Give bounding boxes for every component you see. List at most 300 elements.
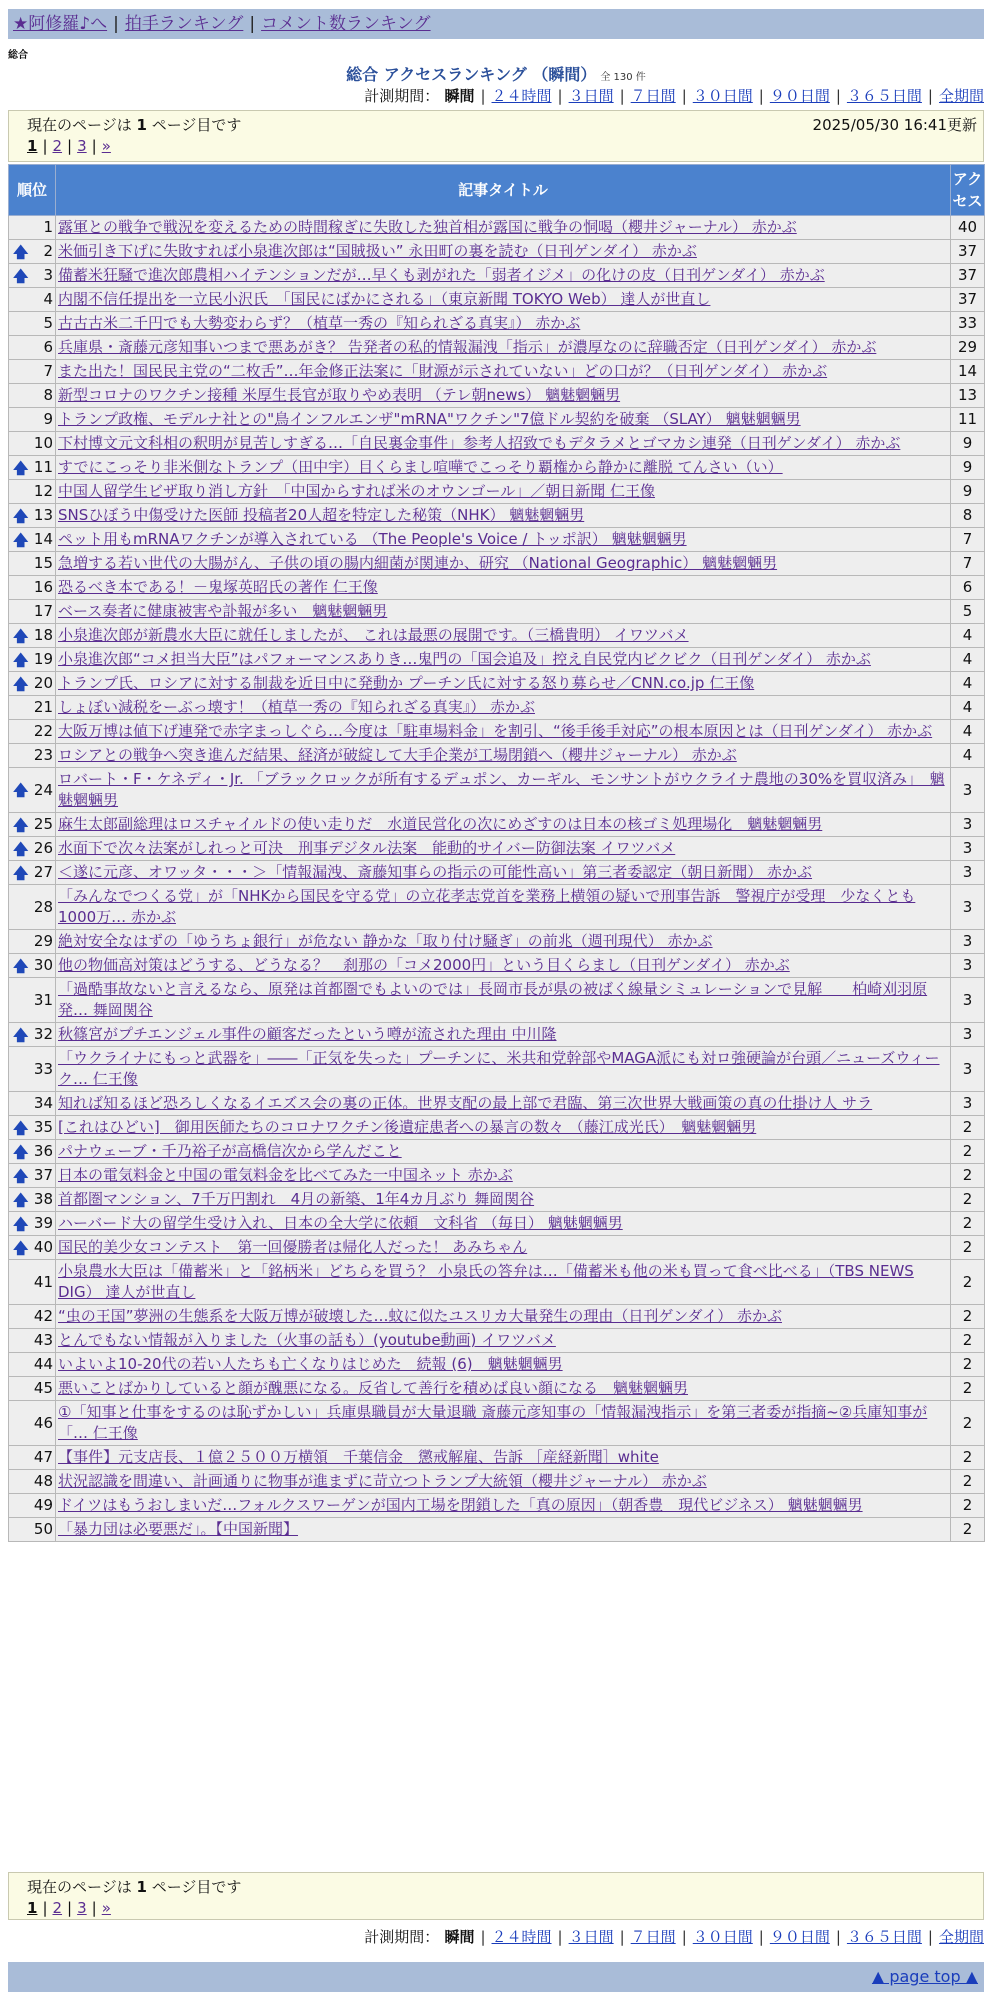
article-title-link[interactable]: とんでもない情報が入りました（火事の話も）(youtube動画) イワツバメ [58,1331,556,1349]
article-title-link[interactable]: 露軍との戦争で戦況を変えるための時間稼ぎに失敗した独首相が露国に戦争の恫喝（櫻井ジャーナル） 赤かぶ [58,218,797,236]
title-cell [56,360,951,384]
rank-cell [9,1446,56,1470]
table-row [9,1377,985,1401]
rank-up-arrow-icon: 🡅 [13,781,29,799]
table-row [9,930,985,954]
rank-up-arrow-icon: 🡅 [13,1025,29,1044]
article-title-link[interactable]: 知れば知るほど恐ろしくなるイエズス会の裏の正体。世界支配の最上部で君臨、第三次世界大戦画策の真の仕掛け人 サラ [58,1094,873,1112]
access-count-cell: 2 [951,1260,985,1305]
nav-separator: | [249,14,256,34]
page-info-bottom [8,1872,984,1920]
article-title-link[interactable]: ①「知事と仕事をするのは恥ずかしい」兵庫県職員が大量退職 斎藤元彦知事の「情報漏洩指示」を第三者委が指摘~②兵庫知事が「… 仁王像 [58,1403,928,1442]
rank-up-arrow-icon: 🡅 [13,458,29,477]
rank-up-arrow-icon: 🡅 [13,1142,29,1161]
article-title-link[interactable]: 急増する若い世代の大腸がん、子供の頃の腸内細菌が関連か、研究 （National Geographic） 魑魅魍魎男 [58,554,778,572]
title-cell [56,837,951,861]
article-title-link[interactable]: ロバート・F・ケネディ・Jr. 「ブラックロックが所有するデュポン、カーギル、モンサントがウクライナ農地の30%を買収済み」 魑魅魍魎男 [58,770,945,809]
rank-up-arrow-icon: 🡅 [13,815,29,834]
rank-number: 19 [33,650,53,668]
rank-number: 16 [33,578,53,596]
rank-number: 10 [33,434,53,452]
table-row [9,504,985,528]
access-count-cell: 14 [951,360,985,384]
rank-number: 3 [43,266,53,284]
rank-number: 34 [33,1094,53,1112]
rank-cell [9,954,56,978]
rank-number: 7 [43,362,53,380]
rank-cell [9,528,56,552]
article-title-link[interactable]: 中国人留学生ビザ取り消し方針 「中国からすれば米のオウンゴール」／朝日新聞 仁王像 [58,482,655,500]
table-row [9,648,985,672]
title-cell [56,480,951,504]
rank-cell [9,1092,56,1116]
article-title-link[interactable]: 兵庫県・斎藤元彦知事いつまで悪あがき？ 告発者の私的情報漏洩「指示」が濃厚なのに辞職否定（日刊ゲンダイ） 赤かぶ [58,338,877,356]
title-cell [56,336,951,360]
title-cell [56,768,951,813]
access-count-cell: 33 [951,312,985,336]
article-title-link[interactable]: 日本の電気料金と中国の電気料金を比べてみた一中国ネット 赤かぶ [58,1166,513,1184]
rank-cell [9,1164,56,1188]
pager-separator: | [42,1899,48,1917]
article-title-link[interactable]: 首都圏マンション、7千万円割れ 4月の新築、1年4カ月ぶり 舞岡関谷 [58,1190,535,1208]
rank-up-arrow-icon: 🡅 [13,626,29,645]
article-title-link[interactable]: 古古古米二千円でも大勢変わらず？（植草一秀の『知られざる真実』） 赤かぶ [58,314,581,332]
title-cell [56,1401,951,1446]
table-row [9,1329,985,1353]
pager-page-link[interactable]: 3 [77,1899,87,1917]
rank-number: 22 [33,722,53,740]
table-row [9,1236,985,1260]
rank-cell [9,930,56,954]
article-title-link[interactable]: いよいよ10-20代の若い人たちも亡くなりはじめた 続報 (6) 魑魅魍魎男 [58,1355,563,1373]
period-current: 瞬間 [439,87,475,105]
rank-cell [9,576,56,600]
access-count-cell: 9 [951,432,985,456]
title-cell [56,1260,951,1305]
period-link-6[interactable]: ３６５日間 [846,1928,922,1946]
page-top-link[interactable]: ▲ page top ▲ [871,1967,978,1986]
access-count-cell: 2 [951,1212,985,1236]
article-title-link[interactable]: 国民的美少女コンテスト 第一回優勝者は帰化人だった！ あみちゃん [58,1238,528,1256]
period-separator: | [557,1928,563,1946]
ranking-table-body [9,216,985,1542]
rank-up-arrow-icon: 🡅 [13,839,29,858]
period-link-3[interactable]: ７日間 [630,87,676,105]
article-title-link[interactable]: 状況認識を間違い、計画通りに物事が進まずに苛立つトランプ大統領（櫻井ジャーナル） 赤かぶ [58,1472,707,1490]
period-link-4[interactable]: ３０日間 [692,87,753,105]
title-cell [56,978,951,1023]
rank-up-arrow-icon: 🡅 [13,242,29,261]
title-cell [56,720,951,744]
rank-cell [9,288,56,312]
rank-cell [9,1494,56,1518]
period-link-6[interactable]: ３６５日間 [846,87,922,105]
rank-up-arrow-icon: 🡅 [13,1238,29,1257]
rank-up-arrow-icon: 🡅 [13,956,29,975]
rank-cell [9,837,56,861]
article-title-link[interactable]: 麻生太郎副総理はロスチャイルドの使い走りだ 水道民営化の次にめざすのは日本の核ゴミ処理場化 魑魅魍魎男 [58,815,823,833]
period-separator: | [480,1928,486,1946]
table-row [9,384,985,408]
article-title-link[interactable]: 備蓄米狂騒で進次郎農相ハイテンションだが…早くも剥がれた「弱者イジメ」の化けの皮（日刊ゲンダイ） 赤かぶ [58,266,825,284]
rank-number: 23 [33,746,53,764]
table-row [9,288,985,312]
article-title-link[interactable]: トランプ氏、ロシアに対する制裁を近日中に発動か プーチン氏に対する怒り募らせ／CNN.co.jp 仁王像 [58,674,755,692]
table-row [9,1212,985,1236]
rank-cell [9,1377,56,1401]
pager-bottom [27,1899,111,1917]
period-separator: | [927,1928,933,1946]
article-title-link[interactable]: “虫の王国”夢洲の生態系を大阪万博が破壊した…蚊に似たユスリカ大量発生の理由（日刊ゲンダイ） 赤かぶ [58,1307,782,1325]
pager-page-link[interactable]: 3 [77,137,87,155]
rank-number: 12 [33,482,53,500]
rank-cell [9,1329,56,1353]
title-cell [56,861,951,885]
access-count-cell: 3 [951,1047,985,1092]
article-title-link[interactable]: 米価引き下げに失敗すれば小泉進次郎は“国賊扱い” 永田町の裏を読む（日刊ゲンダイ） 赤かぶ [58,242,697,260]
access-count-cell: 3 [951,954,985,978]
access-count-cell: 2 [951,1353,985,1377]
rank-cell [9,1401,56,1446]
rank-number: 27 [33,863,53,881]
rank-cell [9,1116,56,1140]
rank-cell [9,1023,56,1047]
table-row [9,1092,985,1116]
rank-cell [9,744,56,768]
period-separator: | [758,1928,764,1946]
period-current: 瞬間 [439,1928,475,1946]
access-count-cell: 3 [951,861,985,885]
table-row [9,600,985,624]
article-title-link[interactable]: 「みんなでつくる党」が「NHKから国民を守る党」の立花孝志党首を業務上横領の疑いで刑事告訴 警視庁が受理 少なくとも1000万… 赤かぶ [58,887,916,926]
rank-number: 41 [33,1272,53,1291]
rank-cell [9,432,56,456]
period-separator: | [758,87,764,105]
article-title-link[interactable]: 小泉進次郎“コメ担当大臣”はパフォーマンスありき…鬼門の「国会追及」控え自民党内ビクビク（日刊ゲンダイ） 赤かぶ [58,650,871,668]
home-link[interactable]: ★阿修羅♪へ [13,14,108,34]
page-info-top [8,110,984,162]
updated-timestamp: 2025/05/30 16:41更新 [812,116,977,134]
title-cell [56,1494,951,1518]
access-count-cell: 40 [951,216,985,240]
title-cell [56,930,951,954]
title-cell [56,954,951,978]
article-title-link[interactable]: 悪いことばかりしていると顔が醜悪になる。反省して善行を積めば良い顔になる 魑魅魍魎男 [58,1379,689,1397]
title-cell [56,456,951,480]
period-link-7[interactable]: 全期間 [938,87,984,105]
period-separator: | [619,87,625,105]
access-count-cell: 2 [951,1377,985,1401]
title-cell [56,624,951,648]
rank-number: 17 [33,602,53,620]
table-row [9,408,985,432]
period-separator: | [681,1928,687,1946]
pager-page-link[interactable]: 2 [52,137,63,155]
table-row [9,456,985,480]
access-count-cell: 9 [951,480,985,504]
rank-up-arrow-icon: 🡅 [13,1118,29,1137]
table-row [9,264,985,288]
article-title-link[interactable]: 絶対安全なはずの「ゆうちょ銀行」が危ない 静かな「取り付け騒ぎ」の前兆（週刊現代） 赤かぶ [58,932,713,950]
rank-number: 43 [33,1331,53,1349]
table-row [9,1140,985,1164]
access-count-cell: 3 [951,1023,985,1047]
ranking-title-text: 総合 アクセスランキング （瞬間） [346,65,597,84]
table-row [9,480,985,504]
current-page-text: 現在のページは 1 ページ目です [27,1878,242,1896]
access-count-cell: 2 [951,1518,985,1542]
rank-number: 9 [43,410,53,428]
article-title-link[interactable]: 新型コロナのワクチン接種 米厚生長官が取りやめ表明 （テレ朝news） 魑魅魍魎男 [58,386,621,404]
title-cell [56,1353,951,1377]
nav-separator: | [113,14,119,34]
article-title-link[interactable]: ドイツはもうおしまいだ…フォルクスワーゲンが国内工場を閉鎖した「真の原因」（朝香豊 現代ビジネス） 魑魅魍魎男 [58,1496,863,1514]
period-link-1[interactable]: ２４時間 [491,87,552,105]
period-link-2[interactable]: ３日間 [568,87,614,105]
access-count-cell: 4 [951,624,985,648]
rank-cell [9,456,56,480]
table-row [9,768,985,813]
rank-number: 45 [33,1379,53,1397]
rank-number: 13 [33,506,53,524]
rank-number: 39 [33,1214,53,1232]
rank-cell [9,1140,56,1164]
access-count-cell: 2 [951,1164,985,1188]
period-separator: | [619,1928,625,1946]
access-count-cell: 8 [951,504,985,528]
rank-cell [9,720,56,744]
period-link-5[interactable]: ９０日間 [769,87,830,105]
title-cell [56,312,951,336]
title-cell [56,216,951,240]
rank-cell [9,360,56,384]
article-title-link[interactable]: また出た！国民民主党の“二枚舌”…年金修正法案に「財源が示されていない」どの口が？（日刊ゲンダイ） 赤かぶ [58,362,828,380]
rank-up-arrow-icon: 🡅 [13,266,29,285]
article-title-link[interactable]: 秋篠宮がプチエンジェル事件の顧客だったという噂が流された理由 中川隆 [58,1025,557,1043]
article-title-link[interactable]: 小泉農水大臣は「備蓄米」と「銘柄米」どちらを買う？ 小泉氏の答弁は…「備蓄米も他の米も買って食べ比べる」（TBS NEWS DIG） 達人が世直し [58,1262,914,1301]
access-count-cell: 3 [951,1092,985,1116]
table-row [9,1116,985,1140]
rank-cell [9,1518,56,1542]
rank-cell [9,600,56,624]
table-row [9,861,985,885]
title-cell [56,1329,951,1353]
period-link-1[interactable]: ２４時間 [491,1928,552,1946]
access-count-cell: 2 [951,1329,985,1353]
rank-up-arrow-icon: 🡅 [13,674,29,693]
article-title-link[interactable]: ペット用もmRNAワクチンが導入されている （The People's Voice / トッポ訳） 魑魅魍魎男 [58,530,687,548]
article-title-link[interactable]: ハーバード大の留学生受け入れ、日本の全大学に依頼 文科省 （毎日） 魑魅魍魎男 [58,1214,623,1232]
rank-number: 42 [33,1307,53,1325]
rank-number: 25 [33,815,53,833]
title-cell [56,528,951,552]
table-row [9,954,985,978]
article-title-link[interactable]: 「過酷事故ないと言えるなら、原発は首都圏でもよいのでは」長岡市長が県の被ばく線量シミュレーションで見解 柏崎刈羽原発… 舞岡関谷 [58,980,928,1019]
rank-number: 29 [33,932,53,950]
table-row [9,696,985,720]
article-title-link[interactable]: 小泉進次郎が新農水大臣に就任しましたが、 これは最悪の展開です。（三橋貴明） イワツバメ [58,626,689,644]
table-row [9,240,985,264]
access-count-cell: 5 [951,600,985,624]
article-title-link[interactable]: トランプ政権、モデルナ社との"鳥インフルエンザ"mRNA"ワクチン"7億ドル契約を破棄 （SLAY） 魑魅魍魎男 [58,410,801,428]
rank-cell [9,240,56,264]
article-title-link[interactable]: しょぼい減税をーぶっ壊す！（植草一秀の『知られざる真実』） 赤かぶ [58,698,535,716]
rank-cell [9,768,56,813]
title-cell [56,696,951,720]
rank-number: 21 [33,698,53,716]
rank-number: 8 [43,386,53,404]
access-count-cell: 11 [951,408,985,432]
period-link-4[interactable]: ３０日間 [692,1928,753,1946]
rank-cell [9,885,56,930]
title-cell [56,1377,951,1401]
category-label: 総合 [8,50,28,61]
comment-ranking-link[interactable]: コメント数ランキング [261,14,431,34]
rank-number: 4 [43,290,53,308]
rank-number: 37 [33,1166,53,1184]
article-title-link[interactable]: 他の物価高対策はどうする、どうなる？ 刹那の「コメ2000円」という目くらまし（日刊ゲンダイ） 赤かぶ [58,956,790,974]
table-row [9,1260,985,1305]
access-count-cell: 7 [951,528,985,552]
period-link-7[interactable]: 全期間 [938,1928,984,1946]
rank-cell [9,1353,56,1377]
rank-number: 31 [33,990,53,1009]
title-cell [56,600,951,624]
access-count-cell: 2 [951,1140,985,1164]
access-count-cell: 4 [951,720,985,744]
pager-top [27,137,111,155]
article-title-link[interactable]: SNSひぼう中傷受けた医師 投稿者20人超を特定した秘策（NHK） 魑魅魍魎男 [58,506,585,524]
title-cell [56,1023,951,1047]
table-row [9,1047,985,1092]
table-row [9,312,985,336]
access-count-cell: 13 [951,384,985,408]
pager-next-link[interactable]: » [101,137,111,155]
title-cell [56,264,951,288]
period-separator: | [835,87,841,105]
rank-number: 44 [33,1355,53,1373]
title-cell [56,1140,951,1164]
article-title-link[interactable]: 水面下で次々法案がしれっと可決 刑事デジタル法案 能動的サイバー防御法案 イワツバメ [58,839,676,857]
access-count-cell: 3 [951,885,985,930]
title-cell [56,1047,951,1092]
article-title-link[interactable]: [これはひどい] 御用医師たちのコロナワクチン後遺症患者への暴言の数々 （藤江成光氏） 魑魅魍魎男 [58,1118,757,1136]
table-row [9,744,985,768]
article-title-link[interactable]: 下村博文元文科相の釈明が見苦しすぎる…「自民裏金事件」参考人招致でもデタラメとゴマカシ連発（日刊ゲンダイ） 赤かぶ [58,434,901,452]
article-title-link[interactable]: 【事件】元支店長、１億２５００万横領 千葉信金 懲戒解雇、告訴 ［産経新聞］white [58,1448,659,1466]
title-cell [56,1446,951,1470]
rank-up-arrow-icon: 🡅 [13,1166,29,1185]
period-separator: | [835,1928,841,1946]
title-cell [56,1518,951,1542]
rank-number: 14 [33,530,53,548]
access-count-cell: 3 [951,768,985,813]
title-cell [56,744,951,768]
pager-current-page: 1 [27,137,38,155]
access-count-cell: 2 [951,1446,985,1470]
rank-cell [9,552,56,576]
article-title-link[interactable]: すでにこっそり非米側なトランプ（田中宇）目くらまし喧嘩でこっそり覇権から静かに離脱 てんさい（い） [58,458,783,476]
period-separator: | [480,87,486,105]
access-count-cell: 3 [951,837,985,861]
ranking-count: 全 130 件 [600,72,646,83]
table-row [9,1494,985,1518]
footer-bar [8,1962,984,1992]
access-count-cell: 2 [951,1305,985,1329]
title-cell [56,384,951,408]
rank-cell [9,624,56,648]
title-cell [56,1470,951,1494]
table-row [9,432,985,456]
rank-number: 50 [33,1520,53,1538]
article-title-link[interactable]: ロシアとの戦争へ突き進んだ結果、経済が破綻して大手企業が工場閉鎖へ（櫻井ジャーナル） 赤かぶ [58,746,737,764]
clap-ranking-link[interactable]: 拍手ランキング [124,14,244,34]
period-link-3[interactable]: ７日間 [630,1928,676,1946]
access-count-cell: 2 [951,1470,985,1494]
title-cell [56,648,951,672]
rank-number: 5 [43,314,53,332]
rank-up-arrow-icon: 🡅 [13,530,29,549]
access-count-cell: 29 [951,336,985,360]
access-count-cell: 9 [951,456,985,480]
rank-cell [9,1470,56,1494]
pager-separator: | [42,137,48,155]
rank-cell [9,813,56,837]
title-cell [56,576,951,600]
rank-cell [9,861,56,885]
rank-number: 32 [33,1025,53,1043]
article-title-link[interactable]: 恐るべき本である！－鬼塚英昭氏の著作 仁王像 [58,578,378,596]
rank-cell [9,504,56,528]
rank-cell [9,480,56,504]
article-title-link[interactable]: ＜遂に元彦、オワッタ・・・＞「情報漏洩、斎藤知事らの指示の可能性高い」第三者委認定（朝日新聞） 赤かぶ [58,863,813,881]
article-title-link[interactable]: 「ウクライナにもっと武器を」――「正気を失った」プーチンに、米共和党幹部やMAGA派にも対ロ強硬論が台頭／ニューズウィーク… 仁王像 [58,1049,940,1088]
rank-cell [9,336,56,360]
article-title-link[interactable]: ベース奏者に健康被害や訃報が多い 魑魅魍魎男 [58,602,388,620]
rank-number: 40 [33,1238,53,1256]
table-row [9,624,985,648]
rank-cell [9,312,56,336]
table-row [9,813,985,837]
table-row [9,528,985,552]
period-link-5[interactable]: ９０日間 [769,1928,830,1946]
article-title-link[interactable]: パナウェーブ・千乃裕子が高橋信次から学んだこと [58,1142,402,1160]
pager-next-link[interactable]: » [101,1899,111,1917]
table-row [9,576,985,600]
article-title-link[interactable]: 大阪万博は値下げ連発で赤字まっしぐら…今度は「駐車場料金」を割引、“後手後手対応”の根本原因とは（日刊ゲンダイ） 赤かぶ [58,722,933,740]
top-nav-bar [8,9,984,39]
access-count-cell: 37 [951,264,985,288]
period-link-2[interactable]: ３日間 [568,1928,614,1946]
title-cell [56,240,951,264]
table-row [9,1518,985,1542]
table-row [9,1401,985,1446]
rank-up-arrow-icon: 🡅 [13,863,29,882]
article-title-link[interactable]: 「暴力団は必要悪だ」。【中国新聞】 [58,1520,299,1538]
pager-page-link[interactable]: 2 [52,1899,63,1917]
access-count-cell: 37 [951,288,985,312]
article-title-link[interactable]: 内閣不信任提出を一立民小沢氏 「国民にばかにされる」（東京新聞 TOKYO Web） 達人が世直し [58,290,711,308]
pager-separator: | [91,137,97,155]
pager-separator: | [67,1899,73,1917]
access-count-cell: 4 [951,744,985,768]
pager-separator: | [91,1899,97,1917]
table-row [9,720,985,744]
table-row [9,552,985,576]
access-count-cell: 3 [951,930,985,954]
rank-number: 46 [33,1413,53,1432]
rank-number: 38 [33,1190,53,1208]
